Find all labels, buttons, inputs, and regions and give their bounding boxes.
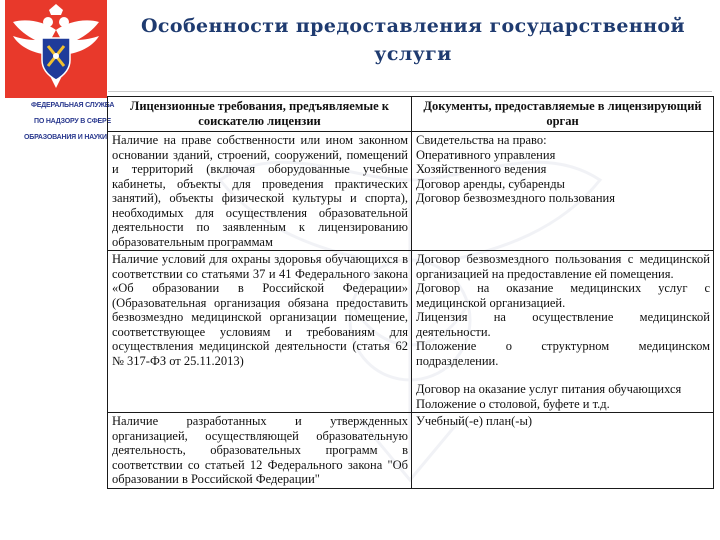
document-item: Положение о структурном медицинском подразделении. <box>416 339 710 368</box>
document-item: Договор на оказание услуг питания обучающихся <box>416 382 682 396</box>
page-title: Особенности предоставления государственной услуги <box>140 15 685 65</box>
document-item: Договор на оказание медицинских услуг с медицинской организацией. <box>416 281 710 310</box>
requirement-cell: Наличие условий для охраны здоровья обучающихся в соответствии со статьями 37 и 41 Федерального закона «Об образовании в Российской Федерации» (Образовательная организация обязана предоставить безвозмездно медицинской организации помещение, соответствующее условиям и требованиям для осуществления медицинской деятельности (статья 62 № 317-ФЗ от 25.11.2013) <box>108 251 412 413</box>
requirement-cell: Наличие на праве собственности или ином законном основании зданий, строений, сооружений, помещений и территорий (включая оборудованные учебные кабинеты, объекты для проведения практических занятий), объекты физической культуры и спорта), необходимых для осуществления образовательной деятельности по заявленным к лицензированию образовательным программам <box>108 132 412 251</box>
agency-name-line-2: ПО НАДЗОРУ В СФЕРЕ <box>34 118 111 125</box>
requirements-table <box>107 96 714 489</box>
documents-cell <box>412 413 714 489</box>
document-item: Договор безвозмездного пользования <box>416 191 615 205</box>
table-row <box>108 413 714 489</box>
document-item: Лицензия на осуществление медицинской деятельности. <box>416 310 710 339</box>
document-item: Договор безвозмездного пользования с медицинской организацией на предоставление ей помещения. <box>416 252 710 281</box>
document-item: Договор аренды, субаренды <box>416 176 565 191</box>
document-item: Положение о столовой, буфете и т.д. <box>416 396 610 411</box>
header-requirements: Лицензионные требования, предъявляемые к соискателю лицензии <box>108 97 412 132</box>
agency-name-line-3: ОБРАЗОВАНИЯ И НАУКИ <box>24 134 107 141</box>
requirement-cell: Наличие разработанных и утвержденных организацией, осуществляющей образовательную деятельность, образовательных программ в соответствии со статьей 12 Федерального закона "Об образовании в Российской Федерации" <box>108 413 412 489</box>
document-item: Хозяйственного ведения <box>416 162 547 176</box>
documents-cell <box>412 132 714 251</box>
table-row <box>108 132 714 251</box>
document-item: Свидетельства на право: <box>416 133 547 147</box>
table-row <box>108 251 714 413</box>
documents-cell <box>412 251 714 413</box>
document-item: Оперативного управления <box>416 147 556 162</box>
header-documents: Документы, предоставляемые в лицензирующий орган <box>412 97 714 132</box>
spacer <box>416 368 710 382</box>
title-divider <box>108 91 712 92</box>
agency-emblem-icon <box>5 0 107 98</box>
document-item: Учебный(-е) план(-ы) <box>416 414 533 428</box>
table-header-row <box>108 97 714 132</box>
agency-name-line-1: ФЕДЕРАЛЬНАЯ СЛУЖБА <box>31 102 115 109</box>
agency-name <box>21 102 115 150</box>
